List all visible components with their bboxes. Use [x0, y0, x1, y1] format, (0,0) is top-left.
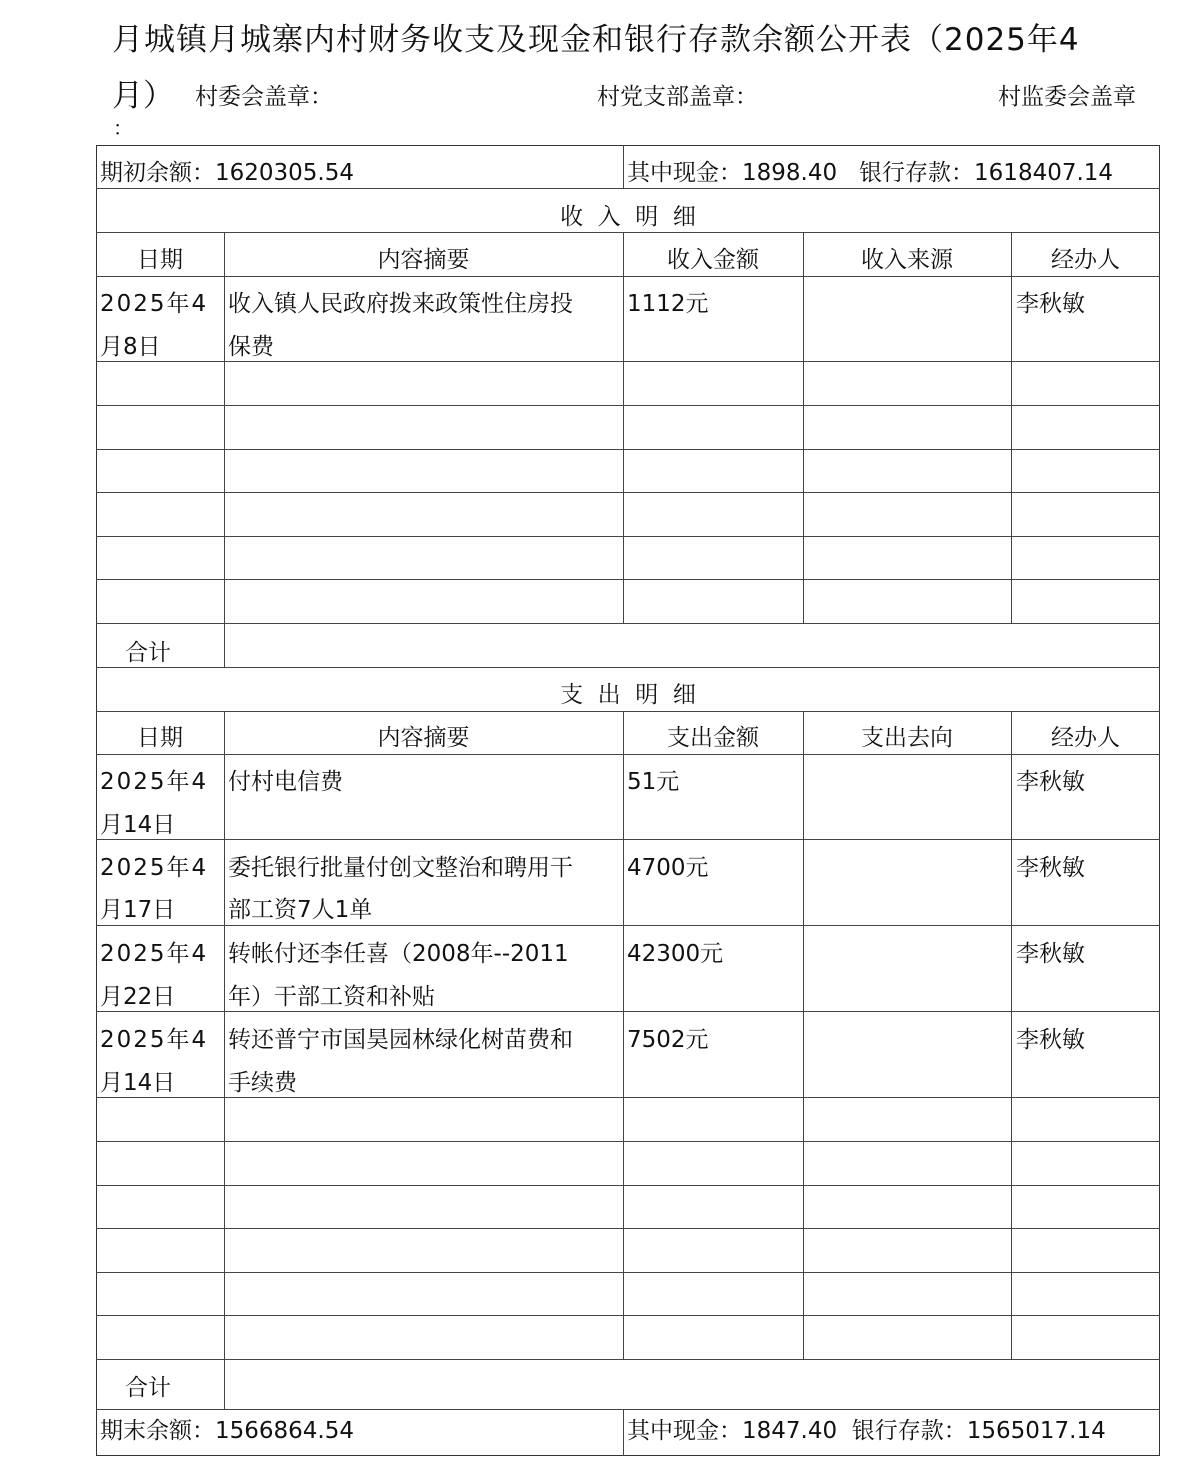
expense-header-date: 日期 — [137, 725, 183, 751]
rule — [96, 1315, 1160, 1316]
expense-header-summary: 内容摘要 — [377, 725, 470, 751]
expense-row-summary: 委托银行批量付创文整治和聘用干 — [228, 855, 573, 881]
expense-total-label: 合计 — [125, 1375, 171, 1401]
expense-row-date-continued: 月17日 — [100, 897, 176, 923]
income-row-handler: 李秋敏 — [1016, 291, 1085, 317]
rule — [803, 711, 804, 1359]
expense-row-date: 2025年4 — [100, 941, 209, 967]
rule — [96, 839, 1160, 840]
income-row-amount: 1112元 — [627, 291, 709, 317]
rule — [96, 1228, 1160, 1229]
expense-section-title: 支 出 明 细 — [560, 682, 696, 708]
rule — [96, 1185, 1160, 1186]
expense-row-summary-continued: 部工资7人1单 — [228, 897, 373, 923]
expense-row-amount: 51元 — [627, 769, 680, 795]
expense-header-amount: 支出金额 — [667, 725, 759, 751]
expense-row-amount: 4700元 — [627, 855, 709, 881]
rule — [623, 1409, 624, 1456]
closing-balance: 期末余额：1566864.54 — [100, 1418, 355, 1444]
income-row-summary-continued: 保费 — [228, 334, 274, 360]
expense-row-handler: 李秋敏 — [1016, 855, 1085, 881]
rule — [96, 667, 1160, 668]
expense-row-summary: 付村电信费 — [228, 769, 343, 795]
closing-cash-and-bank: 其中现金：1847.40 银行存款：1565017.14 — [627, 1418, 1106, 1444]
rule — [224, 232, 225, 667]
rule — [623, 232, 624, 623]
income-header-handler: 经办人 — [1051, 247, 1120, 273]
party-branch-seal-label: 村党支部盖章： — [597, 84, 758, 110]
rule — [1011, 232, 1012, 623]
rule — [96, 536, 1160, 537]
rule — [96, 1272, 1160, 1273]
income-total-label: 合计 — [125, 640, 171, 666]
rule — [803, 232, 804, 623]
rule — [96, 1141, 1160, 1142]
expense-row-date-continued: 月22日 — [100, 984, 176, 1010]
income-row-date-continued: 月8日 — [100, 334, 161, 360]
expense-row-summary: 转还普宁市国昊园林绿化树苗费和 — [228, 1027, 573, 1053]
expense-row-handler: 李秋敏 — [1016, 1027, 1085, 1053]
expense-row-date: 2025年4 — [100, 769, 209, 795]
expense-header-destination: 支出去向 — [861, 725, 953, 751]
rule — [96, 579, 1160, 580]
income-header-amount: 收入金额 — [667, 247, 759, 273]
expense-row-summary: 转帐付还李任喜（2008年--2011 — [228, 941, 569, 967]
expense-row-handler: 李秋敏 — [1016, 769, 1085, 795]
opening-cash-and-bank: 其中现金：1898.40 银行存款：1618407.14 — [627, 160, 1114, 186]
rule — [224, 711, 225, 1409]
income-header-date: 日期 — [137, 247, 183, 273]
rule — [1011, 711, 1012, 1359]
village-committee-seal-label: 村委会盖章： — [195, 84, 333, 110]
income-row-date: 2025年4 — [100, 291, 209, 317]
expense-row-date: 2025年4 — [100, 855, 209, 881]
page-title: 月城镇月城寨内村财务收支及现金和银行存款余额公开表（2025年4 — [112, 22, 1080, 58]
rule — [96, 492, 1160, 493]
opening-balance: 期初余额：1620305.54 — [100, 160, 355, 186]
income-section-title: 收 入 明 细 — [560, 204, 696, 230]
rule — [623, 145, 624, 188]
expense-row-summary-continued: 年）干部工资和补贴 — [228, 984, 435, 1010]
income-row-summary: 收入镇人民政府拨来政策性住房投 — [228, 291, 573, 317]
stray-colon: ： — [113, 116, 133, 140]
expense-row-amount: 7502元 — [627, 1027, 709, 1053]
expense-header-handler: 经办人 — [1051, 725, 1120, 751]
expense-row-date-continued: 月14日 — [100, 812, 176, 838]
rule — [96, 405, 1160, 406]
supervision-committee-seal-label: 村监委会盖章 — [998, 84, 1136, 110]
expense-row-summary-continued: 手续费 — [228, 1070, 297, 1096]
rule — [96, 449, 1160, 450]
rule — [96, 1359, 1160, 1360]
rule — [96, 623, 1160, 624]
expense-row-amount: 42300元 — [627, 941, 724, 967]
income-header-source: 收入来源 — [861, 247, 953, 273]
expense-row-date: 2025年4 — [100, 1027, 209, 1053]
expense-row-date-continued: 月14日 — [100, 1070, 176, 1096]
expense-row-handler: 李秋敏 — [1016, 941, 1085, 967]
rule — [623, 711, 624, 1359]
page-title-continued: 月） — [112, 78, 174, 114]
income-header-summary: 内容摘要 — [377, 247, 470, 273]
